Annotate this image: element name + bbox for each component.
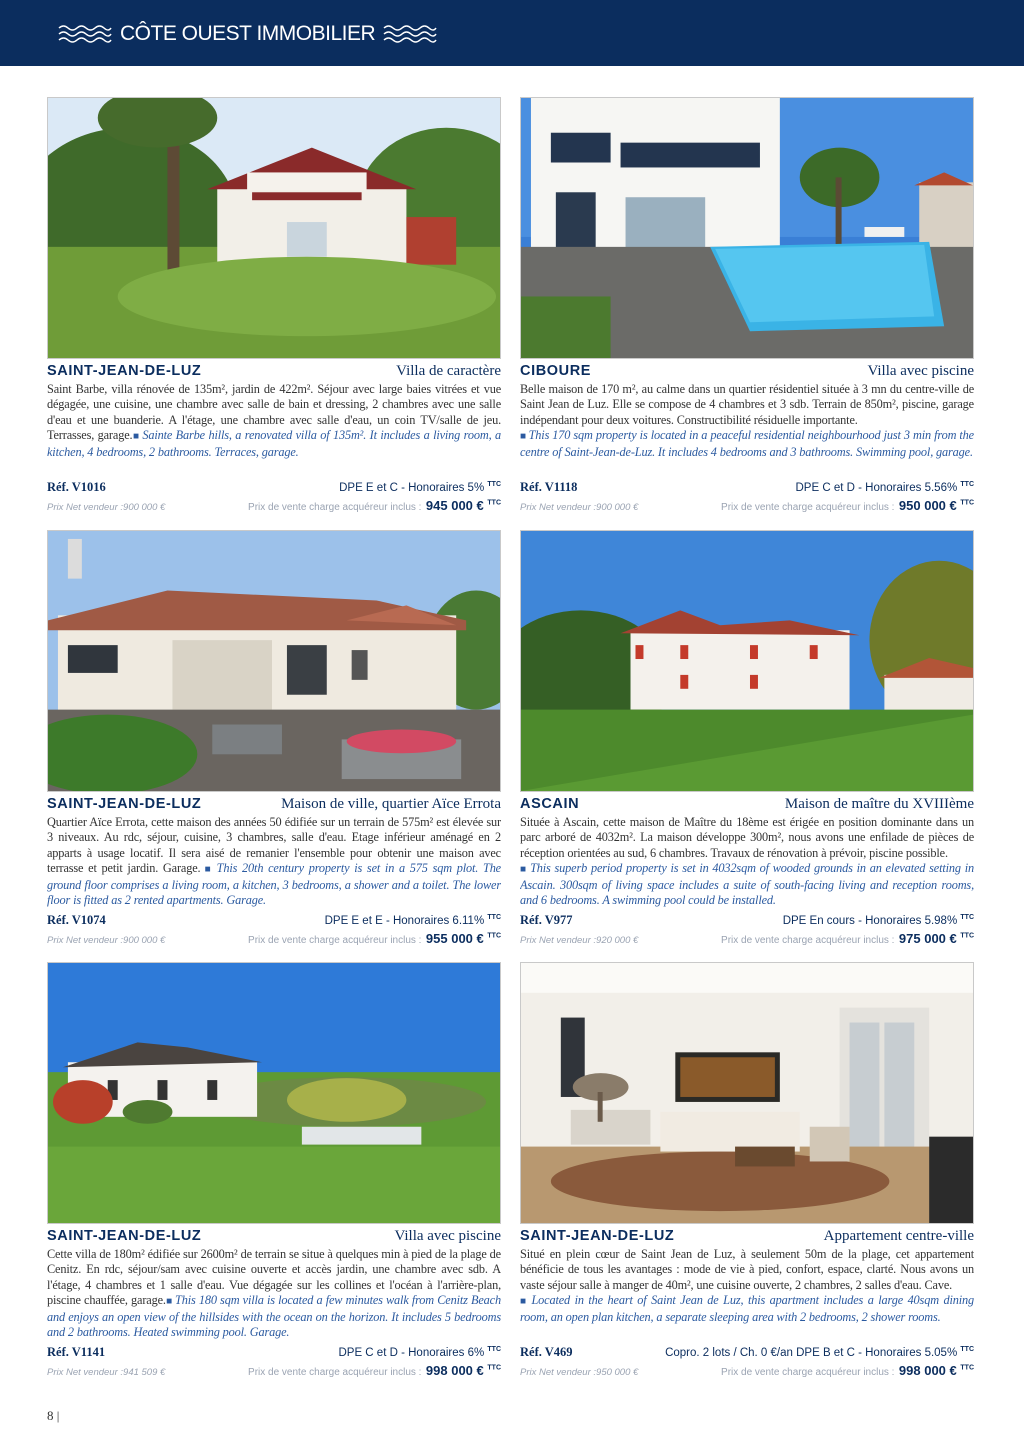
description-en: This 20th century property is set in a 575 sqm plot. The ground floor comprises a living room, a kitchen, 3 bedrooms, a shower and a toilet. The lower floor is fitted as 2 rented apartments. Garage. — [47, 861, 501, 908]
bullet-square-icon: ■ — [165, 1296, 176, 1308]
title-row — [520, 796, 974, 814]
price-group — [248, 930, 501, 948]
brand-name: CÔTE OUEST IMMOBILIER — [120, 22, 376, 45]
net-price: Prix Net vendeur :941 509 € — [47, 1367, 166, 1378]
listing-description — [47, 382, 501, 470]
price-row — [47, 930, 501, 948]
price-label: Prix de vente charge acquéreur inclus : — [721, 935, 895, 946]
ref-row — [47, 480, 501, 495]
listing-type: Maison de maître du XVIIIème — [784, 796, 974, 812]
listing-city: SAINT-JEAN-DE-LUZ — [47, 363, 202, 379]
description-en: This 170 sqm property is located in a peaceful residential neighbourhood just 3 min from the centre of Saint-Jean-de-Luz. It includes 4 bedrooms and 3 bathrooms. Swimming pool, garage. — [520, 428, 974, 459]
bullet-square-icon: ■ — [520, 431, 529, 443]
description-fr: Située à Ascain, cette maison de Maître du 18ème est érigée en position dominante dans un parc arboré de 4032m². La maison développe 300m², nous avons une enfilade de pièces de réception orientées au sud, 6 chambres. Travaux de rénovation à prévoir, piscine possible. — [520, 815, 974, 860]
listing-description — [47, 815, 501, 920]
bullet-square-icon: ■ — [200, 864, 217, 876]
property-photo[interactable] — [47, 962, 501, 1224]
price-group — [721, 930, 974, 948]
ref-row — [520, 913, 974, 928]
listing-dpe: DPE E et E - Honoraires 6.11% $^{TTC}$ — [324, 914, 501, 927]
listing-ref: Réf. V1141 — [47, 1345, 106, 1359]
waves-icon — [58, 24, 112, 44]
property-photo[interactable] — [47, 530, 501, 792]
price-group — [721, 1362, 974, 1380]
description-fr: Belle maison de 170 m², au calme dans un quartier résidentiel située à 3 mn du centre-ville de Saint Jean de Luz. Elle se compose de 4 chambres et 3 sdb. Terrain de 850m², piscine, garage indépendant pour deux voitures. Constructibilité résiduelle importante. — [520, 382, 974, 427]
price-group — [248, 1362, 501, 1380]
listing-ref: Réf. V469 — [520, 1345, 573, 1359]
price-group — [721, 497, 974, 515]
description-en: This superb period property is set in 4032sqm of wooded grounds in an elevated setting in Ascain. 300sqm of living space includes a suite of south-facing living and reception rooms, and 6 bedrooms. A swimming pool could be installed. — [520, 861, 974, 908]
listing-city: SAINT-JEAN-DE-LUZ — [47, 1228, 202, 1244]
listing-price: 975 000 € $^{TTC}$ — [898, 931, 974, 946]
waves-icon — [383, 24, 437, 44]
page-header — [0, 0, 1024, 66]
listing-dpe: DPE C et D - Honoraires 5.56% $^{TTC}$ — [795, 481, 974, 494]
brand — [58, 18, 437, 50]
listing-dpe: DPE C et D - Honoraires 6% $^{TTC}$ — [338, 1346, 501, 1359]
bullet-square-icon: ■ — [132, 431, 143, 443]
listing-type: Villa avec piscine — [394, 1228, 501, 1244]
listing-ref: Réf. V977 — [520, 913, 573, 927]
net-price: Prix Net vendeur :900 000 € — [520, 502, 639, 513]
property-photo[interactable] — [520, 962, 974, 1224]
listing-price: 955 000 € $^{TTC}$ — [425, 931, 501, 946]
bullet-square-icon: ■ — [520, 1296, 532, 1308]
description-en: Located in the heart of Saint Jean de Luz, this apartment includes a large 40sqm dining room, an open plan kitchen, a separate sleeping area with 2 bedrooms, 2 shower rooms. — [520, 1293, 974, 1324]
price-label: Prix de vente charge acquéreur inclus : — [248, 502, 422, 513]
bullet-square-icon: ■ — [520, 864, 531, 876]
ref-row — [520, 480, 974, 495]
listing-description — [47, 1247, 501, 1352]
price-row — [47, 497, 501, 515]
listing-city: ASCAIN — [520, 796, 580, 812]
listing-ref: Réf. V1016 — [47, 480, 106, 494]
listing-price: 998 000 € $^{TTC}$ — [425, 1363, 501, 1378]
title-row — [47, 363, 501, 381]
listing-ref: Réf. V1074 — [47, 913, 106, 927]
listing-type: Villa de caractère — [396, 363, 501, 379]
listing-price: 945 000 € $^{TTC}$ — [425, 498, 501, 513]
price-row — [520, 930, 974, 948]
listing-ref: Réf. V1118 — [520, 480, 578, 494]
price-group — [248, 497, 501, 515]
description-fr: Situé en plein cœur de Saint Jean de Luz, à seulement 50m de la plage, cet appartement bénéficie de tous les avantages : mode de vie à pied, confort, espace, clarté. Nous avons un vaste séjour salle à manger de 40m², une cuisine ouverte, 2 chambres, 2 salles d'eau. Cave. — [520, 1247, 974, 1292]
listing-description — [520, 382, 974, 470]
price-label: Prix de vente charge acquéreur inclus : — [721, 502, 895, 513]
listing-description — [520, 1247, 974, 1335]
price-label: Prix de vente charge acquéreur inclus : — [248, 1367, 422, 1378]
price-row — [520, 497, 974, 515]
listing-price: 950 000 € $^{TTC}$ — [898, 498, 974, 513]
description-fr: Quartier Aïce Errota, cette maison des années 50 édifiée sur un terrain de 575m² est élevée sur 3 niveaux. Au rdc, séjour, cuisine, 3 chambres, salle d'eau. Etage inférieur aménagé en 2 apparts à usage locatif. Il sera aisé de remanier l'ensemble pour obtenir une maison avec terrasse et petit jardin. Garage. — [47, 815, 501, 876]
net-price: Prix Net vendeur :920 000 € — [520, 935, 639, 946]
listing-dpe: DPE E et C - Honoraires 5% $^{TTC}$ — [339, 481, 501, 494]
page-number: 8 | — [47, 1408, 60, 1423]
listing-dpe: Copro. 2 lots / Ch. 0 €/an DPE B et C - Honoraires 5.05% $^{TTC}$ — [665, 1346, 974, 1359]
ref-row — [520, 1345, 974, 1360]
listing-type: Appartement centre-ville — [823, 1228, 974, 1244]
net-price: Prix Net vendeur :950 000 € — [520, 1367, 639, 1378]
listing-city: SAINT-JEAN-DE-LUZ — [47, 796, 202, 812]
description-fr: Cette villa de 180m² édifiée sur 2600m² de terrain se situe à quelques min à pied de la plage de Cenitz. En rdc, séjour/sam avec cuisine ouverte et accès jardin, une chambre avec sdb. A l'étage, 4 chambres et 1 salle d'eau. Vue dégagée sur les collines et l'océan à l'arrière-plan, piscine chauffée, garage. — [47, 1247, 501, 1308]
title-row — [520, 1228, 974, 1246]
property-photo[interactable] — [47, 97, 501, 359]
net-price: Prix Net vendeur :900 000 € — [47, 935, 166, 946]
price-label: Prix de vente charge acquéreur inclus : — [248, 935, 422, 946]
listing-type: Maison de ville, quartier Aïce Errota — [281, 796, 501, 812]
price-row — [520, 1362, 974, 1380]
listing-type: Villa avec piscine — [867, 363, 974, 379]
description-en: This 180 sqm villa is located a few minutes walk from Cenitz Beach and enjoys an open view of the hillsides with the ocean on the horizon. It includes 5 bedrooms and 2 bathrooms. Heated swimming pool. Garage. — [47, 1293, 501, 1340]
net-price: Prix Net vendeur :900 000 € — [47, 502, 166, 513]
listing-price: 998 000 € $^{TTC}$ — [898, 1363, 974, 1378]
description-fr: Saint Barbe, villa rénovée de 135m², jardin de 422m². Séjour avec large baies vitrées et vue dégagée, une cuisine, une chambre avec salle de bain et dressing, 2 chambres avec une salle d'eau et une buanderie. A l'étage, une chambre avec salle d'eau, un coin TV/salle de jeu. Terrasses, garage. — [47, 382, 501, 443]
listing-description — [520, 815, 974, 920]
price-row — [47, 1362, 501, 1380]
description-en: Sainte Barbe hills, a renovated villa of 135m². It includes a living room, a kitchen, 4 bedrooms, 2 bathrooms. Terraces, garage. — [47, 428, 501, 459]
property-photo[interactable] — [520, 97, 974, 359]
listing-city: CIBOURE — [520, 363, 592, 379]
property-photo[interactable] — [520, 530, 974, 792]
price-label: Prix de vente charge acquéreur inclus : — [721, 1367, 895, 1378]
ref-row — [47, 1345, 501, 1360]
title-row — [520, 363, 974, 381]
listing-city: SAINT-JEAN-DE-LUZ — [520, 1228, 675, 1244]
listing-dpe: DPE En cours - Honoraires 5.98% $^{TTC}$ — [782, 914, 974, 927]
title-row — [47, 1228, 501, 1246]
title-row — [47, 796, 501, 814]
ref-row — [47, 913, 501, 928]
